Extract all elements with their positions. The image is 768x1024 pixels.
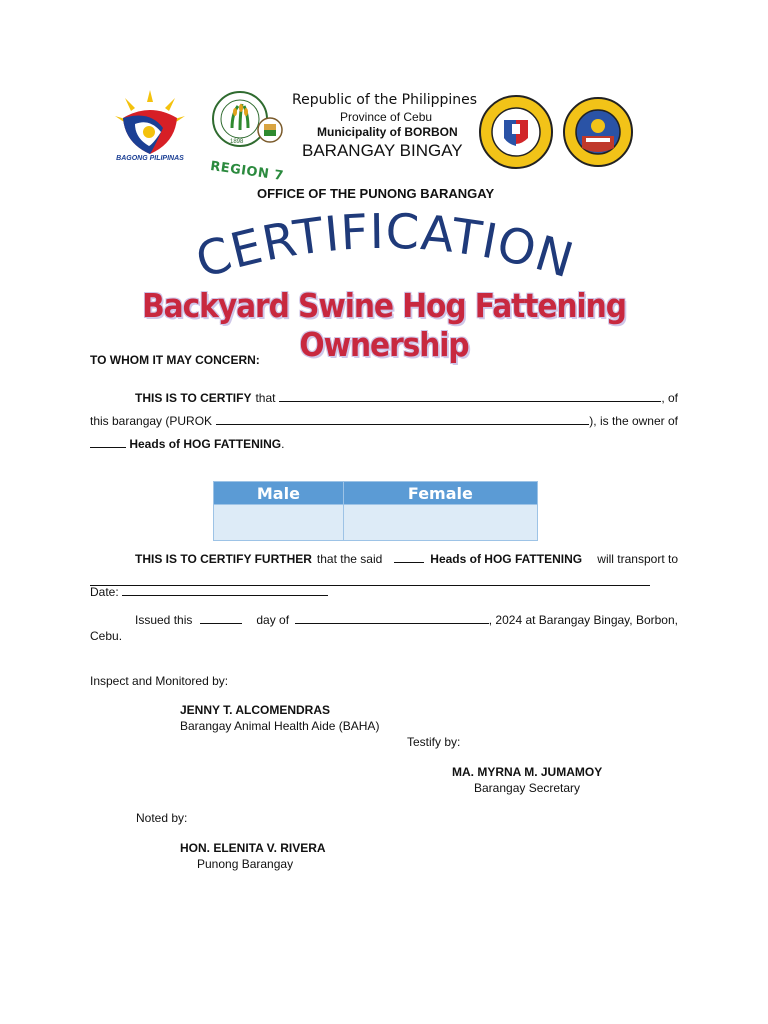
date-field[interactable] (122, 583, 328, 596)
this-barangay-text: this barangay (PUROK (90, 414, 213, 428)
province-line: Province of Cebu (340, 110, 433, 124)
heads-text: Heads of HOG FATTENING (129, 437, 282, 451)
period: . (281, 437, 285, 451)
owner-name-field[interactable] (279, 389, 661, 402)
sex-count-table (213, 481, 538, 541)
republic-line: Republic of the Philippines (292, 92, 478, 108)
issued-this-text: Issued this (135, 613, 193, 627)
testify-label: Testify by: (407, 735, 461, 749)
that-said-text: that the said (316, 552, 383, 566)
date-label: Date: (90, 585, 119, 599)
municipality-line: Municipality of BORBON (317, 125, 458, 139)
issued-day-field[interactable] (200, 611, 242, 624)
baha-title: Barangay Animal Health Aide (BAHA) (180, 719, 380, 733)
certification-title-text: CERTIFICATION (189, 210, 581, 290)
male-count-cell[interactable] (214, 505, 344, 541)
region-label: REGION 7 (209, 158, 285, 185)
certificate-subtitle: Backyard Swine Hog Fattening Ownership (142, 286, 626, 364)
transport-heads-field[interactable] (394, 550, 424, 563)
female-count-cell[interactable] (343, 505, 537, 541)
secretary-title: Barangay Secretary (474, 781, 581, 795)
is-owner-text: ), is the owner of (589, 414, 678, 428)
paragraph-certify-further (90, 548, 678, 604)
baha-name: JENNY T. ALCOMENDRAS (180, 703, 331, 717)
secretary-name: MA. MYRNA M. JUMAMOY (452, 765, 603, 779)
salutation: TO WHOM IT MAY CONCERN: (90, 353, 260, 367)
paragraph-certify (90, 387, 678, 456)
female-header: Female (343, 482, 537, 505)
day-of-text: day of (256, 613, 290, 627)
certify-that: that (255, 391, 276, 405)
male-header: Male (214, 482, 344, 505)
heads-count-field[interactable] (90, 435, 126, 448)
purok-field[interactable] (216, 412, 589, 425)
captain-title: Punong Barangay (197, 857, 294, 871)
transport-to-text: will transport to (597, 552, 678, 566)
inspect-label: Inspect and Monitored by: (90, 674, 229, 688)
da-year: 1898 (230, 139, 244, 145)
certify-lead: THIS IS TO CERTIFY (135, 391, 252, 405)
barangay-name: BARANGAY BINGAY (302, 141, 463, 160)
issued-tail-text: , 2024 at Barangay Bingay, Borbon, (488, 613, 678, 627)
paragraph-issued (90, 609, 678, 648)
noted-label: Noted by: (136, 811, 188, 825)
certify-of: , of (661, 391, 678, 405)
certify-further-lead: THIS IS TO CERTIFY FURTHER (135, 552, 312, 566)
svg-text:CERTIFICATION (190, 210, 581, 289)
cebu-text: Cebu. (90, 629, 123, 643)
issued-month-field[interactable] (295, 611, 489, 624)
bagong-pilipinas-label: BAGONG PILIPINAS (116, 155, 184, 162)
office-line: OFFICE OF THE PUNONG BARANGAY (257, 186, 495, 201)
transport-heads-text: Heads of HOG FATTENING (430, 552, 583, 566)
captain-name: HON. ELENITA V. RIVERA (180, 841, 326, 855)
